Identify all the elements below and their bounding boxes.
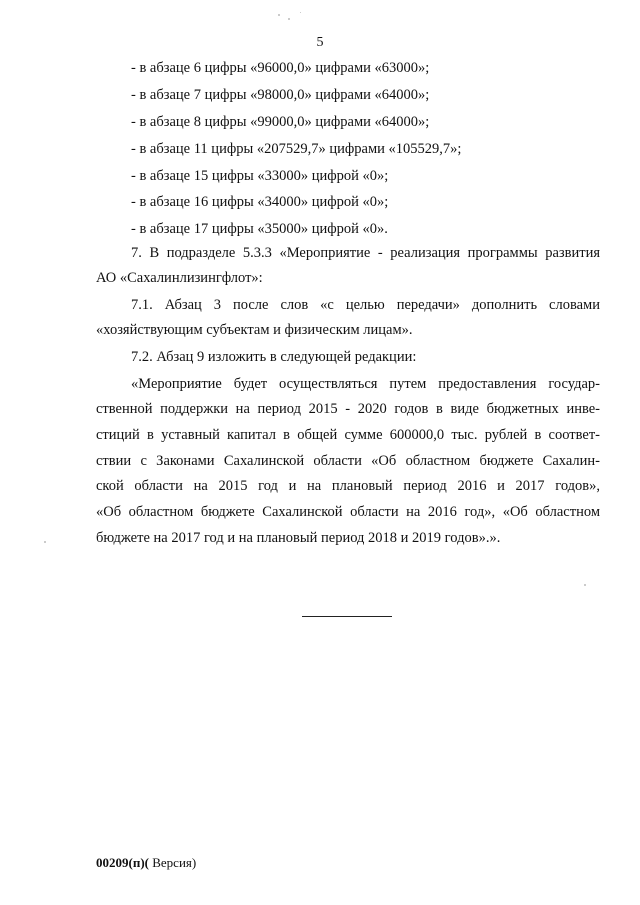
- amendment-item: - в абзаце 6 цифры «96000,0» цифрами «63000»;: [131, 60, 430, 76]
- quote-line: бюджете на 2017 год и на плановый период 2018 и 2019 годов».».: [96, 530, 501, 546]
- section-7-line: 7. В подразделе 5.3.3 «Мероприятие - реализация программы развития: [131, 245, 600, 261]
- footer-version: Версия): [148, 855, 197, 870]
- amendment-item: - в абзаце 11 цифры «207529,7» цифрами «105529,7»;: [131, 141, 462, 157]
- amendment-item: - в абзаце 17 цифры «35000» цифрой «0».: [131, 221, 388, 237]
- section-7-2-heading: 7.2. Абзац 9 изложить в следующей редакции:: [131, 349, 417, 365]
- section-7-1-line: «хозяйствующим субъектам и физическим лицам».: [96, 322, 413, 338]
- scan-speck: [584, 584, 586, 586]
- quote-line: ствии с Законами Сахалинской области «Об областном бюджете Сахалин-: [96, 453, 600, 469]
- scan-speck: [300, 12, 301, 13]
- quote-line: «Мероприятие будет осуществляться путем предоставления государ-: [131, 376, 600, 392]
- scan-speck: [44, 541, 46, 543]
- scan-speck: [278, 14, 280, 16]
- scan-speck: [288, 18, 290, 20]
- end-rule: [302, 616, 392, 617]
- quote-line: ственной поддержки на период 2015 - 2020 годов в виде бюджетных инве-: [96, 401, 600, 417]
- quote-line: «Об областном бюджете Сахалинской области на 2016 год», «Об областном: [96, 504, 600, 520]
- quote-line: ской области на 2015 год и на плановый период 2016 и 2017 годов»,: [96, 478, 600, 494]
- section-7-1-line: 7.1. Абзац 3 после слов «с целью передачи» дополнить словами: [131, 297, 600, 313]
- section-7-line: АО «Сахалинлизингфлот»:: [96, 270, 263, 286]
- page-number: 5: [316, 35, 324, 50]
- amendment-item: - в абзаце 7 цифры «98000,0» цифрами «64000»;: [131, 87, 430, 103]
- amendment-item: - в абзаце 8 цифры «99000,0» цифрами «64000»;: [131, 114, 430, 130]
- footer-code: 00209(п)(: [96, 855, 149, 870]
- footer-doc-code: [96, 855, 196, 871]
- amendment-item: - в абзаце 16 цифры «34000» цифрой «0»;: [131, 194, 389, 210]
- quote-line: стиций в уставный капитал в общей сумме 600000,0 тыс. рублей в соответ-: [96, 427, 600, 443]
- amendment-item: - в абзаце 15 цифры «33000» цифрой «0»;: [131, 168, 389, 184]
